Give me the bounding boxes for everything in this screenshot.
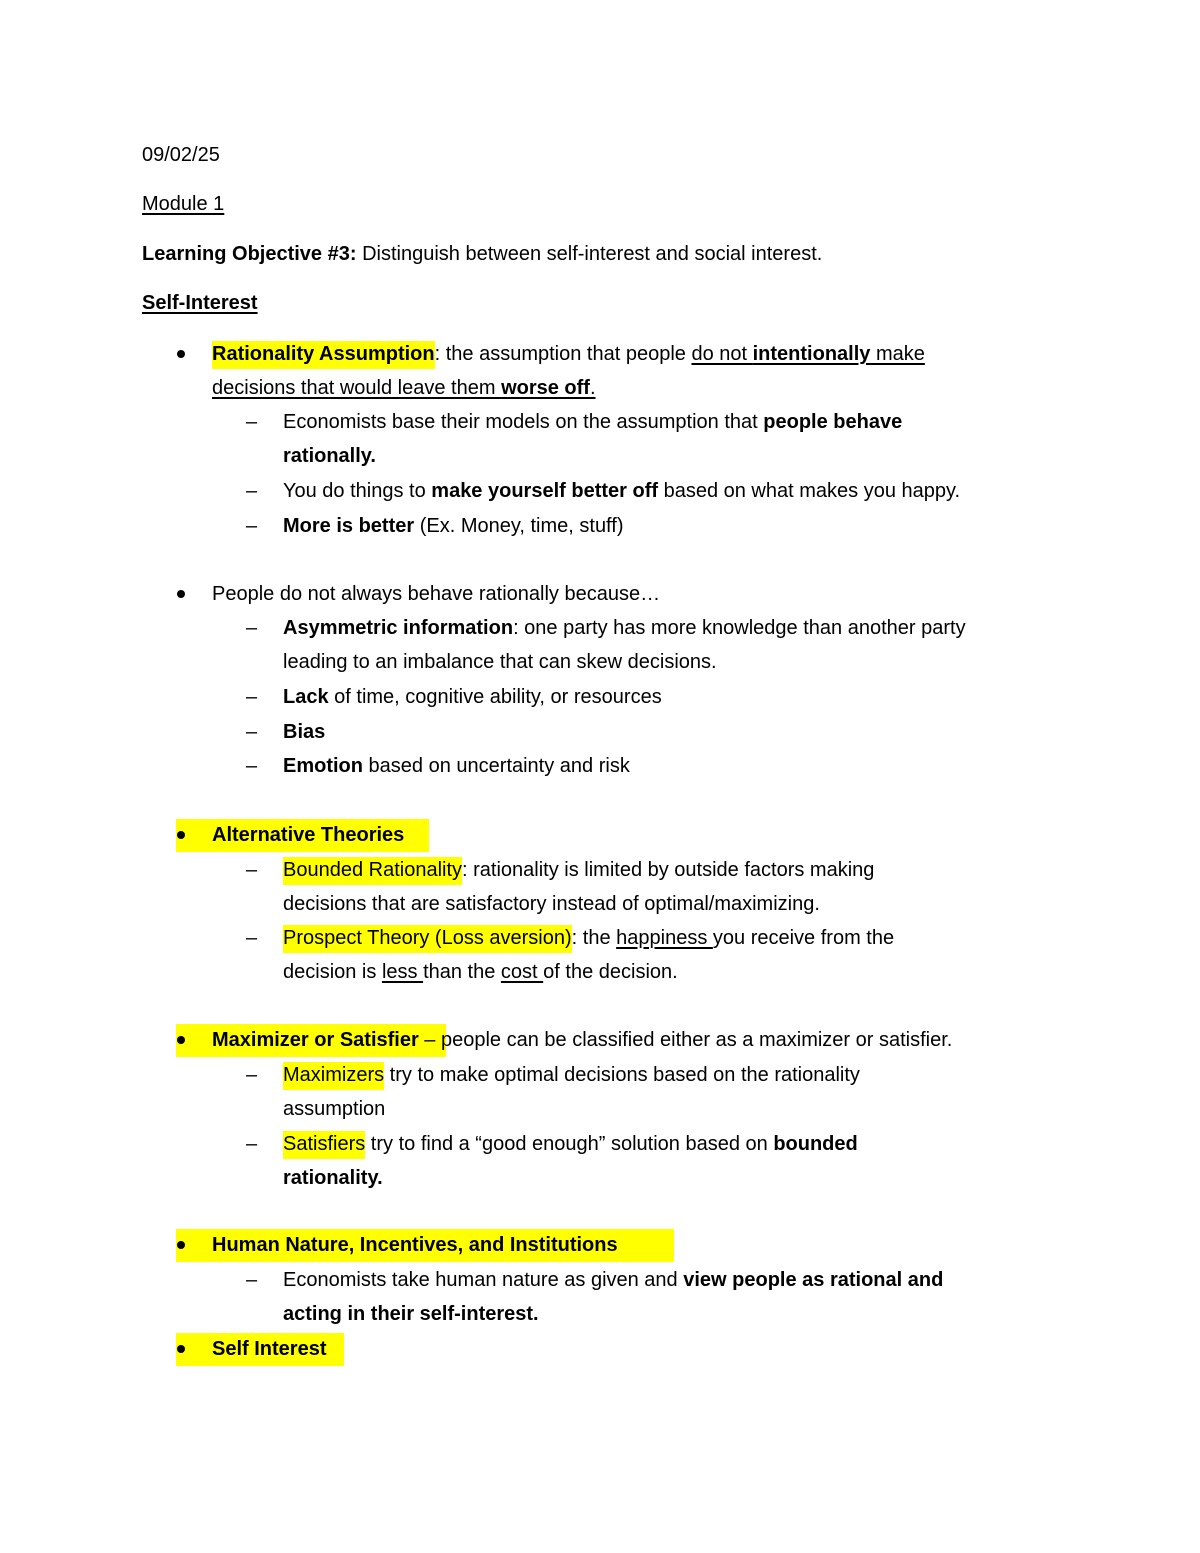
bounded-rationality-cont: decisions that are satisfactory instead of optimal/maximizing. (283, 893, 820, 915)
date: 09/02/25 (142, 144, 220, 166)
maximizers-cont: assumption (283, 1098, 386, 1120)
dash-icon: – (246, 617, 258, 639)
satisfiers: Satisfiers try to find a “good enough” solution based on bounded (283, 1131, 858, 1157)
rationality-term: Rationality Assumption (212, 341, 435, 369)
rationality-line-1: Rationality Assumption: the assumption that people do not intentionally make (212, 341, 925, 367)
irrational-emotion: Emotion based on uncertainty and risk (283, 755, 630, 777)
alternative-heading: Alternative Theories (212, 824, 405, 846)
dash-icon: – (246, 480, 258, 502)
rationality-line-2: decisions that would leave them worse off. (212, 377, 596, 399)
irrational-asymmetric-cont: leading to an imbalance that can skew decisions. (283, 651, 717, 673)
bullet-icon (177, 590, 185, 598)
bullet-icon (177, 350, 185, 358)
bullet-icon (177, 1345, 185, 1353)
irrational-asymmetric: Asymmetric information: one party has more knowledge than another party (283, 617, 966, 639)
bullet-icon (177, 831, 185, 839)
human-dash-1-cont: acting in their self-interest. (283, 1303, 539, 1325)
dash-icon: – (246, 686, 258, 708)
human-heading: Human Nature, Incentives, and Institutions (212, 1234, 618, 1256)
rationality-dash-2: You do things to make yourself better off based on what makes you happy. (283, 480, 961, 502)
section-heading: Self-Interest (142, 292, 258, 314)
dash-icon: – (246, 859, 258, 881)
dash-icon: – (246, 721, 258, 743)
dash-icon: – (246, 411, 258, 433)
dash-icon: – (246, 1269, 258, 1291)
rationality-dash-3: More is better (Ex. Money, time, stuff) (283, 515, 624, 537)
prospect-theory: Prospect Theory (Loss aversion): the happiness you receive from the (283, 925, 894, 951)
irrational-lead: People do not always behave rationally because… (212, 583, 661, 605)
learning-objective (142, 241, 822, 267)
dash-icon: – (246, 515, 258, 537)
maximizers: Maximizers try to make optimal decisions based on the rationality (283, 1062, 860, 1088)
prospect-theory-cont: decision is less than the cost of the decision. (283, 961, 678, 983)
human-dash-1: Economists take human nature as given and view people as rational and (283, 1269, 944, 1291)
dash-icon: – (246, 755, 258, 777)
objective-label: Learning Objective #3: (142, 243, 357, 265)
self-interest-bullet: Self Interest (212, 1338, 327, 1360)
rationality-dash-1: Economists base their models on the assumption that people behave (283, 411, 903, 433)
rationality-dash-1-cont: rationally. (283, 445, 376, 467)
satisfiers-cont: rationality. (283, 1167, 383, 1189)
irrational-lack: Lack of time, cognitive ability, or resources (283, 686, 662, 708)
module-title: Module 1 (142, 193, 225, 215)
irrational-bias: Bias (283, 721, 326, 743)
dash-icon: – (246, 927, 258, 949)
maximizer-heading: Maximizer or Satisfier – people can be classified either as a maximizer or satisfier. (212, 1029, 953, 1051)
dash-icon: – (246, 1064, 258, 1086)
dash-icon: – (246, 1133, 258, 1155)
objective-text: Distinguish between self-interest and social interest. (356, 243, 823, 265)
bounded-rationality: Bounded Rationality: rationality is limited by outside factors making (283, 857, 874, 883)
bullet-icon (177, 1036, 185, 1044)
bullet-icon (177, 1241, 185, 1249)
